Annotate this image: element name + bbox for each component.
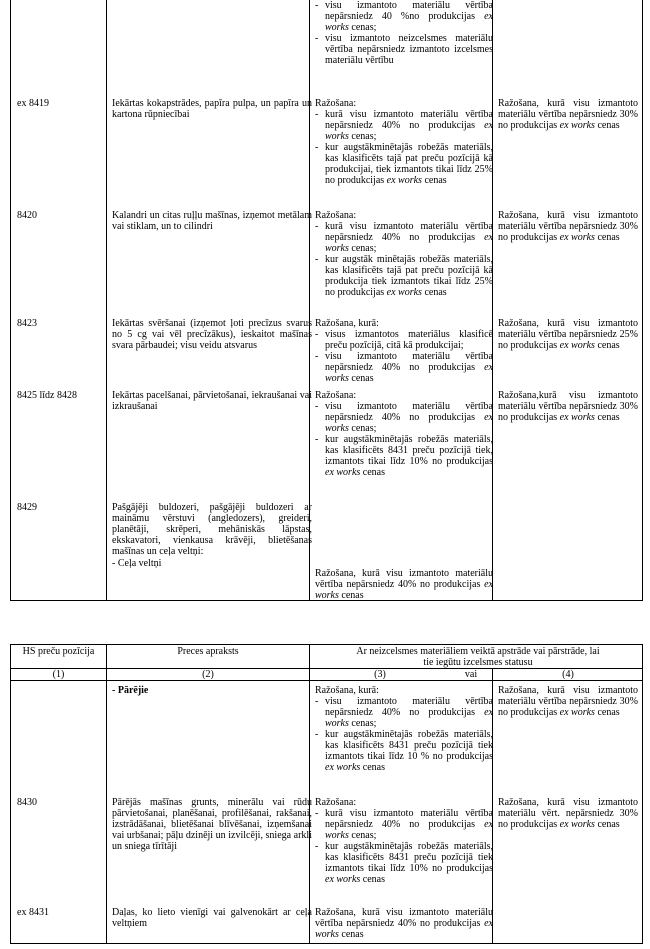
col3-intro: Ražošana:: [315, 797, 357, 808]
header-col34: Ar neizcelsmes materiāliem veiktā apstrāde vai pārstrāde, lai tie iegūtu izcelsmes statusu: [356, 646, 600, 668]
list-item: - visu izmantoto materiālu vērtība nepārsniedz 40% no produkcijas ex works cenas: [315, 351, 493, 384]
header-num-1: (1): [52, 669, 65, 680]
row-5-col3: Ražošana, kurā visu izmantoto materiālu vērtība nepārsniedz 40% no produkcijas ex works cenas: [315, 568, 493, 601]
header-num-3: (3): [374, 669, 386, 680]
goods-description: - Pārējie: [112, 685, 149, 696]
row-1-col3: [315, 98, 493, 186]
goods-description: Iekārtas svēršanai (izņemot ļoti precīzus svarus no 5 cg vai vēl precīzākus), ieskaitot mašīnas svara pārbaudei; visu veidu atsvarus: [112, 318, 312, 351]
column-divider: [106, 645, 107, 943]
list-item: - kurā visu izmantoto materiālu vērtība nepārsniedz 40% no produkcijas ex works cenas;: [315, 221, 493, 254]
list-item: - kur augstākminētajās robežās materiāls, kas klasificēts 8431 preču pozīcijā tiek, izmantots tikai līdz 10% no produkcijas ex works cenas: [315, 434, 493, 478]
lower-row-2-col3: Ražošana, kurā visu izmantoto materiālu vērtība nepārsniedz 40% no produkcijas ex works cenas: [315, 907, 493, 940]
goods-description: Pašgājēji buldozeri, pašgājēji buldozeri ar maināmu vērstuvi (angledozers), greideri, planētāji, skrēperi, mehāniskās lāpstas, ekskavatori, vienkausa krāvēji, blietēšanas mašīnas un ceļa veltņi:: [112, 502, 312, 557]
list-item: - visu izmantoto materiālu vērtība nepārsniedz 40% no produkcijas ex works cenas;: [315, 696, 493, 729]
row-0-col3: [315, 0, 493, 66]
lower-row-0-col3: [315, 685, 493, 773]
hs-code: 8425 līdz 8428: [17, 390, 77, 401]
col3-intro: Ražošana, kurā:: [315, 685, 379, 696]
list-item: - visu izmantoto neizcelsmes materiālu vērtība nepārsniedz izmantoto izcelsmes materiālu vērtību: [315, 33, 493, 66]
goods-description: Daļas, ko lieto vienīgi vai galvenokārt ar ceļa veltņiem: [112, 907, 312, 929]
list-item: - visu izmantoto materiālu vērtība nepārsniedz 40% no produkcijas ex works cenas;: [315, 401, 493, 434]
row-4-col4: Ražošana,kurā visu izmantoto materiālu vērtība nepārsniedz 30% no produkcijas ex works cenas: [498, 390, 638, 423]
row-3-col4: Ražošana, kurā visu izmantoto materiālu vērtība nepārsniedz 25% no produkcijas ex works cenas: [498, 318, 638, 351]
goods-description: Pārējās mašīnas grunts, minerālu vai rūdu pārvietošanai, planēšanai, profilēšanai, rakšanai, izstrādāšanai, blietēšanai blīvēšanai, izņemšanai vai urbšanai; pāļu dzinēji un izvilcēji, sniega arkli un sniega tīrītāji: [112, 797, 312, 852]
upper-rules-table: [10, 0, 643, 601]
col3-intro: Ražošana:: [315, 98, 357, 109]
header-vai: vai: [464, 669, 478, 680]
col3-intro: Ražošana:: [315, 210, 357, 221]
header-num-4: (4): [562, 669, 574, 680]
header-num-2: (2): [202, 669, 214, 680]
col3-intro: Ražošana:: [315, 390, 357, 401]
hs-code: ex 8431: [17, 907, 49, 918]
hs-code: 8429: [17, 502, 37, 513]
goods-description: Iekārtas pacelšanai, pārvietošanai, iekraušanai vai izkraušanai: [112, 390, 312, 412]
column-divider: [492, 0, 493, 600]
header-col2: Preces apraksts: [177, 646, 239, 657]
lower-row-1-col3: [315, 797, 493, 885]
hs-code: ex 8419: [17, 98, 49, 109]
list-item: - kur augstākminētajās robežās materiāls, kas klasificēts 8431 preču pozīcijā tiek izmantots tikai līdz 10 % no produkcijas ex works cenas: [315, 729, 493, 773]
goods-description: Kalandri un citas ruļļu mašīnas, izņemot metālam vai stiklam, un to cilindri: [112, 210, 312, 232]
row-2-col4: Ražošana, kurā visu izmantoto materiālu vērtība nepārsniedz 30% no produkcijas ex works cenas: [498, 210, 638, 243]
row-1-col4: Ražošana, kurā visu izmantoto materiālu vērtība nepārsniedz 30% no produkcijas ex works cenas: [498, 98, 638, 131]
header-col1: HS preču pozīcija: [22, 646, 95, 657]
list-item: - kurā visu izmantoto materiālu vērtība nepārsniedz 40% no produkcijas ex works cenas;: [315, 808, 493, 841]
list-item: - kur augstākminētajās robežās materiāls, kas klasificēts 8431 preču pozīcijā tiek izmantots tikai līdz 10% no produkcijas ex works cenas: [315, 841, 493, 885]
goods-sub-description: - Ceļa veltņi: [112, 558, 162, 569]
row-2-col3: [315, 210, 493, 298]
list-item: - visus izmantotos materiālus klasificē preču pozīcijā, citā kā produkcijai;: [315, 329, 493, 351]
hs-code: 8420: [17, 210, 37, 221]
lower-row-1-col4: Ražošana, kurā visu izmantoto materiālu vērt. nepārsniedz 30% no produkcijas ex works cenas: [498, 797, 638, 830]
lower-row-0-col4: Ražošana, kurā visu izmantoto materiālu vērtība nepārsniedz 30% no produkcijas ex works cenas: [498, 685, 638, 718]
list-item: - visu izmantoto materiālu vērtība nepārsniedz 40 %no produkcijas ex works cenas;: [315, 0, 493, 33]
list-item: - kur augstākminētajās robežās materiāls, kas klasificēts tajā pat preču pozīcijā kā produkcijai, tiek izmantots tikai līdz 25% no produkcijas ex works cenas: [315, 142, 493, 186]
hs-code: 8430: [17, 797, 37, 808]
col3-intro: Ražošana, kurā:: [315, 318, 379, 329]
lower-rules-table: [10, 644, 643, 944]
hs-code: 8423: [17, 318, 37, 329]
list-item: - kur augstāk minētajās robežās materiāls, kas klasificēts tajā pat preču pozīcijā kā produkcija tiek izmantots tikai līdz 25% no produkcijas ex works cenas: [315, 254, 493, 298]
row-3-col3: [315, 318, 493, 384]
header-divider: [11, 680, 642, 681]
list-item: - kurā visu izmantoto materiālu vērtība nepārsniedz 40% no produkcijas ex works cenas;: [315, 109, 493, 142]
goods-description: Iekārtas kokapstrādes, papīra pulpa, un papīra un kartona rūpniecībai: [112, 98, 312, 120]
row-4-col3: [315, 390, 493, 478]
